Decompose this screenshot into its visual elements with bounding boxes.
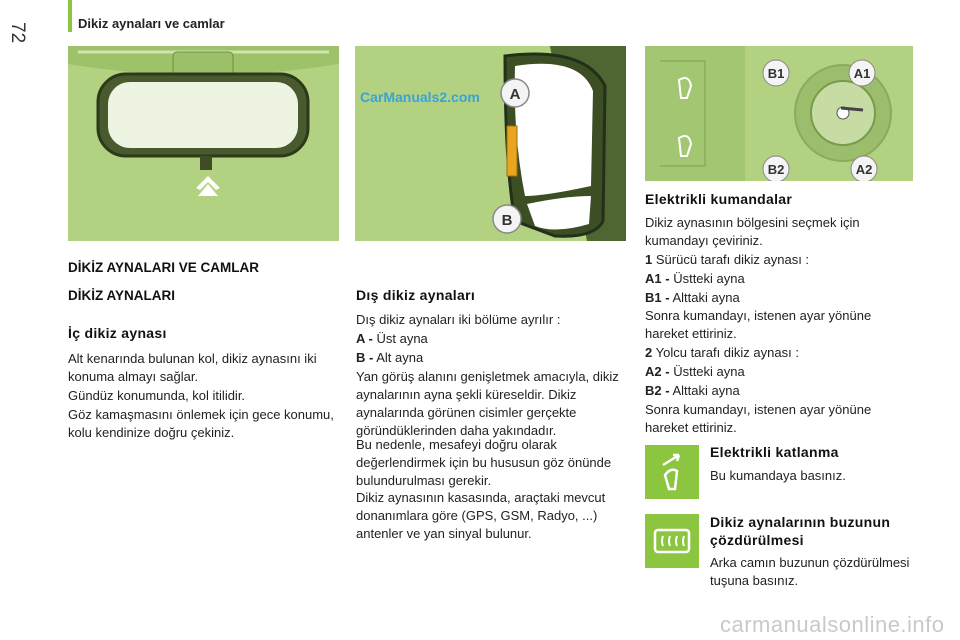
exterior-mirror-title: Dış dikiz aynaları xyxy=(356,287,476,303)
control-label-b2: B2 xyxy=(767,162,785,177)
main-heading: DİKİZ AYNALARI VE CAMLAR xyxy=(68,260,260,275)
interior-mirror-para-2: Gündüz konumunda, kol itilidir. xyxy=(68,388,246,403)
line-2-label: 2 xyxy=(645,345,653,360)
exterior-mirror-illustration xyxy=(355,46,626,241)
line-1-label: 1 xyxy=(645,252,653,267)
site-watermark: CarManuals2.com xyxy=(360,89,480,105)
then-2: Sonra kumandayı, istenen ayar yönüne hareket ettiriniz. xyxy=(645,402,872,435)
item-a2-text: Üstteki ayna xyxy=(673,364,745,379)
interior-mirror-para-3: Göz kamaşmasını önlemek için gece konumu, kolu kendinize doğru çekiniz. xyxy=(68,407,334,440)
section-header-title: Dikiz aynaları ve camlar xyxy=(78,16,225,31)
item-b1 xyxy=(645,289,905,307)
exterior-para-1: Yan görüş alanını genişletmek amacıyla, dikiz aynalarının ayna şekli küreseldir. Dikiz aynalarında görünen cisimler gerçekte göründüklerinden daha yakındadır. xyxy=(356,369,619,438)
control-label-a2: A2 xyxy=(855,162,873,177)
interior-mirror-illustration xyxy=(68,46,339,241)
electric-control-illustration xyxy=(645,46,913,181)
defrost-title: Dikiz aynalarının buzunun çözdürülmesi xyxy=(710,514,891,548)
mirror-fold-icon xyxy=(645,445,699,499)
item-b2 xyxy=(645,382,905,400)
mirror-label-b: B xyxy=(501,212,513,229)
folding-title: Elektrikli katlanma xyxy=(710,444,839,460)
exterior-para-2: Bu nedenle, mesafeyi doğru olarak değerlendirmek için bu hususun göz önünde bulundurulması gerekir. xyxy=(356,437,612,488)
defrost-text: Arka camın buzunun çözdürülmesi tuşuna basınız. xyxy=(710,555,910,588)
sub-heading: DİKİZ AYNALARI xyxy=(68,288,176,303)
line-2 xyxy=(645,344,905,362)
item-b2-label: B2 - xyxy=(645,383,670,398)
defrost-button xyxy=(645,514,699,568)
exterior-item-a-text: Üst ayna xyxy=(376,331,428,346)
interior-mirror-title: İç dikiz aynası xyxy=(68,325,167,341)
item-a1 xyxy=(645,270,905,288)
exterior-item-b-label: B - xyxy=(356,350,374,365)
line-1 xyxy=(645,251,905,269)
interior-mirror-figure xyxy=(68,46,339,241)
electric-controls-title: Elektrikli kumandalar xyxy=(645,191,793,207)
header-accent-bar xyxy=(68,0,72,32)
item-b2-text: Alttaki ayna xyxy=(672,383,740,398)
item-a2-label: A2 - xyxy=(645,364,670,379)
then-1: Sonra kumandayı, istenen ayar yönüne hareket ettiriniz. xyxy=(645,308,872,341)
exterior-item-a-label: A - xyxy=(356,331,373,346)
footer-watermark: carmanualsonline.info xyxy=(720,612,945,637)
exterior-mirror-figure xyxy=(355,46,626,241)
item-a2 xyxy=(645,363,905,381)
item-a1-label: A1 - xyxy=(645,271,670,286)
line-2-text: Yolcu tarafı dikiz aynası : xyxy=(655,345,799,360)
control-label-a1: A1 xyxy=(853,66,871,81)
electric-intro: Dikiz aynasının bölgesini seçmek için kumandayı çeviriniz. xyxy=(645,215,860,248)
item-b1-label: B1 - xyxy=(645,290,670,305)
defrost-icon xyxy=(645,514,699,568)
line-1-text: Sürücü tarafı dikiz aynası : xyxy=(655,252,810,267)
item-b1-text: Alttaki ayna xyxy=(672,290,740,305)
interior-mirror-para-1: Alt kenarında bulunan kol, dikiz aynasını iki konuma almayı sağlar. xyxy=(68,351,317,384)
exterior-para-3: Dikiz aynasının kasasında, araçtaki mevcut donanımlara göre (GPS, GSM, Radyo, ...) antenler ve yan sinyal bulunur. xyxy=(356,490,606,541)
exterior-item-a xyxy=(356,330,631,348)
folding-text: Bu kumandaya basınız. xyxy=(710,468,846,483)
exterior-item-b xyxy=(356,349,631,367)
item-a1-text: Üstteki ayna xyxy=(673,271,745,286)
mirror-fold-button xyxy=(645,445,699,499)
page-number: 72 xyxy=(7,22,28,44)
exterior-intro: Dış dikiz aynaları iki bölüme ayrılır : xyxy=(356,312,561,327)
control-label-b1: B1 xyxy=(767,66,785,81)
electric-control-figure xyxy=(645,46,913,181)
exterior-item-b-text: Alt ayna xyxy=(376,350,424,365)
mirror-label-a: A xyxy=(509,86,521,103)
